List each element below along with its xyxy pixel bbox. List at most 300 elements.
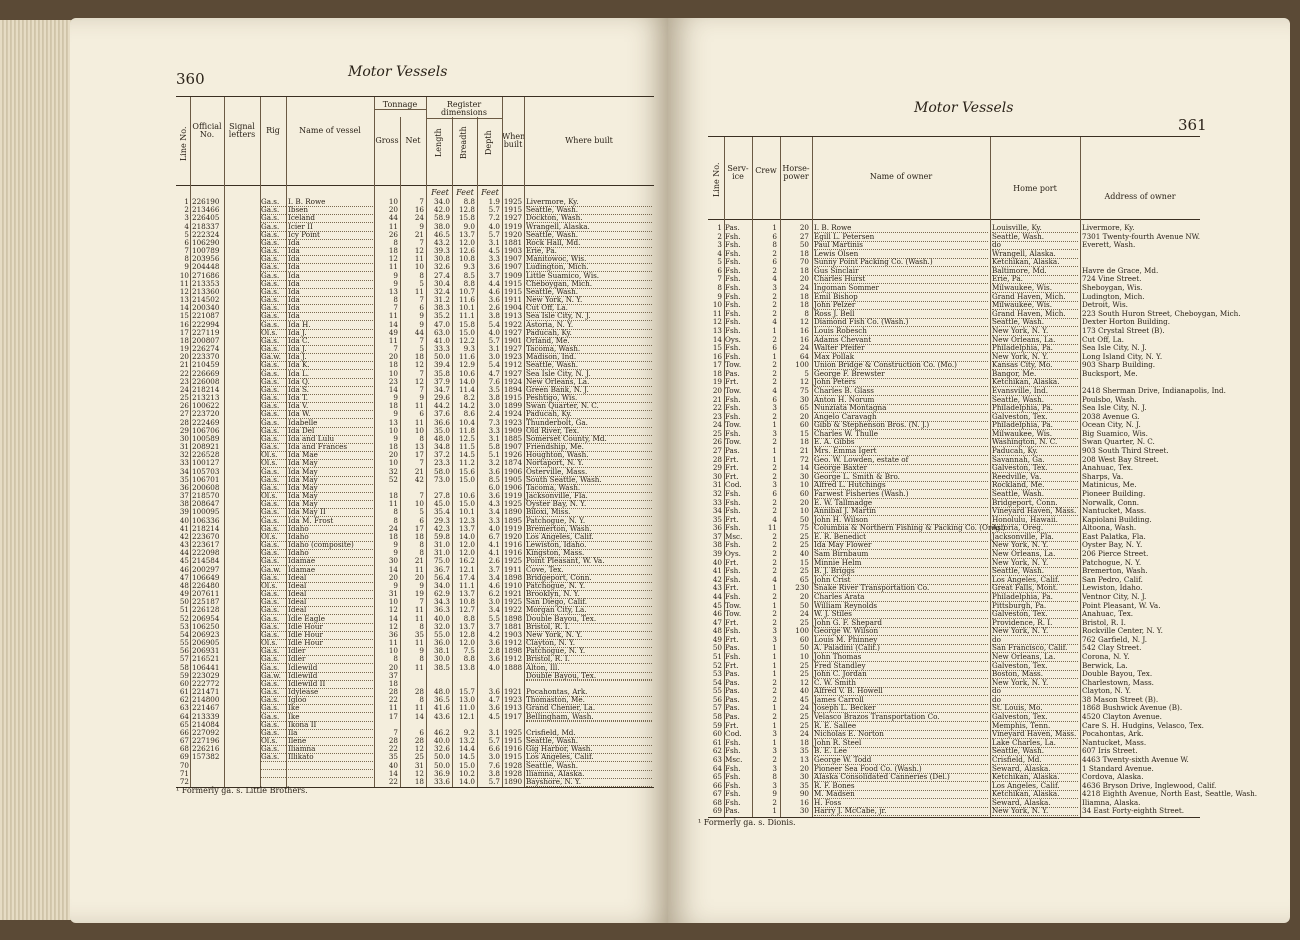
cell-horsepower: 25 <box>799 712 809 722</box>
cell-line-no: 50 <box>179 597 189 607</box>
cell-where-built: Seattle, Wash. <box>526 736 652 746</box>
cell-rig: Ga.s. <box>261 295 286 305</box>
cell-address: 173 Crystal Street (B). <box>1082 325 1165 335</box>
cell-vessel-name: Iliamna <box>288 744 373 754</box>
cell-line-no: 8 <box>184 254 189 264</box>
cell-service: Pas. <box>725 694 740 704</box>
cell-gross: 44 <box>388 213 398 223</box>
cell-where-built: Rock Hall, Md. <box>526 238 652 248</box>
cell-crew: 2 <box>772 497 777 507</box>
cell-horsepower: 75 <box>799 386 809 395</box>
cell-address: 4636 Bryson Drive, Inglewood, Calif. <box>1082 780 1217 790</box>
cell-depth: 4.0 <box>488 523 500 533</box>
cell-line-no: 39 <box>712 549 722 559</box>
cell-rig: Ga.s. <box>261 344 286 354</box>
cell-owner-name: Farwest Fisheries (Wash.) <box>814 489 988 499</box>
cell-crew: 2 <box>772 694 777 704</box>
cell-line-no: 49 <box>179 589 189 598</box>
cell-owner-name: Nicholas E. Norton <box>814 729 988 739</box>
cell-vessel-name: Ida <box>288 254 373 264</box>
cell-breadth: 11.1 <box>458 311 475 321</box>
cell-service: Fsh. <box>725 591 741 601</box>
cell-vessel-name: Ida M. Frost <box>288 516 373 526</box>
cell-official-no: 226216 <box>192 744 220 754</box>
cell-address: Corona, N. Y. <box>1082 651 1130 661</box>
cell-address: Clayton, N. Y. <box>1082 686 1132 696</box>
cell-when-built: 1917 <box>503 711 523 721</box>
cell-length: 34.0 <box>433 580 450 590</box>
cell-where-built: Grand Chenier, La. <box>526 703 652 713</box>
cell-service: Fsh. <box>725 574 741 584</box>
cell-official-no: 218570 <box>192 491 220 500</box>
cell-net: 28 <box>414 736 424 745</box>
cell-when-built: 1927 <box>503 368 523 378</box>
cell-service: Pas. <box>725 677 740 687</box>
cell-official-no: 100789 <box>192 246 220 255</box>
cell-service: Fsh. <box>725 265 741 275</box>
cell-line-no: 42 <box>179 531 189 541</box>
cell-home-port: Philadelphia, Pa. <box>992 420 1078 430</box>
cell-length: 43.6 <box>433 711 450 721</box>
cell-home-port: Evansville, Ind. <box>992 386 1078 396</box>
cell-line-no: 12 <box>179 286 189 296</box>
cell-when-built: 1916 <box>503 540 523 549</box>
cell-when-built: 1890 <box>503 776 523 786</box>
header-crew: Crew <box>755 166 777 175</box>
cell-service: Fsh. <box>725 763 741 773</box>
cell-rig: Ga.s. <box>261 728 286 738</box>
cell-owner-name: James Carroll <box>814 695 988 705</box>
cell-line-no: 47 <box>179 572 189 582</box>
cell-depth: 4.0 <box>488 662 500 672</box>
cell-gross: 10 <box>388 425 398 435</box>
cell-rig: Ga.s. <box>261 679 286 689</box>
cell-crew: 2 <box>772 591 777 601</box>
cell-gross: 20 <box>388 450 398 460</box>
cell-vessel-name: Idlewild <box>288 671 373 681</box>
table-row <box>176 777 654 786</box>
cell-owner-name: Paul Martinis <box>814 240 988 250</box>
cell-gross: 10 <box>388 646 398 656</box>
cell-rig: Ga.w. <box>261 352 286 362</box>
cell-length: 38.0 <box>433 221 450 231</box>
cell-official-no: 208921 <box>192 442 220 451</box>
cell-owner-name: Joseph L. Becker <box>814 703 988 713</box>
cell-horsepower: 50 <box>799 643 809 653</box>
cell-rig: Ga.s. <box>261 197 286 207</box>
cell-breadth: 11.4 <box>458 384 475 394</box>
cell-line-no: 38 <box>179 499 189 509</box>
cell-when-built: 1921 <box>503 589 523 598</box>
cell-breadth: 15.6 <box>458 466 475 476</box>
cell-gross: 14 <box>388 768 398 778</box>
cell-where-built: Nortaport, N. Y. <box>526 458 652 468</box>
cell-length: 31.0 <box>433 540 450 549</box>
cell-official-no: 106701 <box>192 474 220 484</box>
cell-home-port: do <box>992 240 1078 250</box>
cell-crew: 1 <box>772 223 777 232</box>
cell-net: 6 <box>419 727 424 737</box>
cell-line-no: 29 <box>179 425 189 435</box>
cell-when-built: 1911 <box>503 564 523 574</box>
cell-crew: 1 <box>772 703 777 713</box>
cell-depth: 3.4 <box>488 572 500 582</box>
header-home-port: Home port <box>1013 184 1057 193</box>
cell-length: 73.0 <box>433 474 450 484</box>
cell-horsepower: 60 <box>799 634 809 644</box>
cell-crew: 2 <box>772 712 777 722</box>
cell-crew: 1 <box>772 737 777 747</box>
header-name-of-owner: Name of owner <box>869 172 933 181</box>
cell-breadth: 14.0 <box>458 776 475 786</box>
cell-net: 13 <box>414 442 424 451</box>
cell-line-no: 10 <box>179 270 189 280</box>
cell-where-built: Somerset County, Md. <box>526 434 652 444</box>
cell-owner-name: Emil Bishop <box>814 292 988 302</box>
cell-line-no: 34 <box>179 466 189 476</box>
cell-line-no: 48 <box>179 580 189 590</box>
table-header <box>708 137 1200 220</box>
cell-net: 12 <box>414 768 424 778</box>
cell-depth: 7.6 <box>488 760 500 770</box>
cell-breadth: 11.8 <box>458 425 475 435</box>
cell-breadth: 8.8 <box>463 197 475 206</box>
cell-length: 32.4 <box>433 286 450 296</box>
cell-when-built: 1909 <box>503 270 523 280</box>
cell-breadth: 9.3 <box>463 262 475 272</box>
cell-where-built: Jacksonville, Fla. <box>526 491 652 501</box>
cell-owner-name: W. J. Stiles <box>814 609 988 619</box>
cell-line-no: 1 <box>717 223 722 232</box>
cell-service: Fsh. <box>725 248 741 258</box>
cell-line-no: 39 <box>179 507 189 517</box>
cell-where-built: Double Bayou, Tex. <box>526 671 652 681</box>
cell-line-no: 66 <box>712 780 722 790</box>
cell-vessel-name: Ida Del <box>288 426 373 436</box>
cell-owner-name: Harry J. McCabe, jr. <box>814 806 988 816</box>
cell-length: 63.0 <box>433 327 450 337</box>
cell-net: 5 <box>419 344 424 353</box>
cell-breadth: 13.0 <box>458 695 475 705</box>
cell-length: 35.8 <box>433 368 450 378</box>
cell-length: 35.0 <box>433 425 450 435</box>
cell-rig: Ga.s. <box>261 238 286 248</box>
cell-owner-name: E. W. Tallmadge <box>814 498 988 508</box>
cell-official-no: 206954 <box>192 613 220 623</box>
cell-depth: 2.6 <box>488 303 500 313</box>
cell-horsepower: 72 <box>799 454 809 464</box>
cell-vessel-name: Idler <box>288 646 373 656</box>
cell-rig: Ol.s. <box>261 532 286 542</box>
cell-service: Frt. <box>725 377 739 387</box>
cell-official-no: 100589 <box>192 433 220 443</box>
cell-line-no: 70 <box>179 760 189 770</box>
cell-rig: Ga.w. <box>261 565 286 575</box>
cell-depth: 4.7 <box>488 695 500 705</box>
cell-vessel-name: Ida <box>288 311 373 321</box>
cell-depth: 3.4 <box>488 605 500 615</box>
cell-service: Fsh. <box>725 300 741 310</box>
cell-line-no: 52 <box>179 613 189 623</box>
cell-service: Frt. <box>725 617 739 627</box>
cell-line-no: 16 <box>712 351 722 361</box>
cell-service: Pas. <box>725 712 740 722</box>
cell-rig: Ga.s. <box>261 589 286 599</box>
cell-service: Cod. <box>725 480 742 490</box>
cell-breadth: 8.8 <box>463 654 475 664</box>
cell-crew: 3 <box>772 763 777 773</box>
cell-address: East Palatka, Fla. <box>1082 531 1146 541</box>
cell-home-port: Vineyard Haven, Mass. <box>992 506 1077 516</box>
cell-line-no: 53 <box>712 669 722 679</box>
cell-official-no: 226008 <box>192 376 220 386</box>
cell-owner-name: Mrs. Emma Igert <box>814 446 988 456</box>
cell-crew: 4 <box>772 274 777 284</box>
cell-breadth: 12.0 <box>458 237 475 247</box>
cell-net: 11 <box>414 564 424 574</box>
cell-address: 542 Clay Street. <box>1082 643 1142 653</box>
cell-horsepower: 45 <box>799 694 809 704</box>
cell-vessel-name: Ike <box>288 703 373 713</box>
cell-owner-name: C. W. Smith <box>814 678 988 688</box>
cell-crew: 1 <box>772 446 777 456</box>
cell-official-no: 100095 <box>192 507 220 517</box>
cell-address: 724 Vine Street. <box>1082 274 1142 284</box>
cell-net: 28 <box>414 687 424 696</box>
cell-line-no: 53 <box>179 621 189 631</box>
cell-breadth: 12.7 <box>458 605 475 615</box>
cell-length: 58.9 <box>433 213 450 223</box>
cell-service: Fsh. <box>725 488 741 498</box>
cell-address: Iliamna, Alaska. <box>1082 797 1141 807</box>
cell-line-no: 13 <box>179 295 189 304</box>
cell-owner-name: Gibb & Stephenson Bros. (N. J.) <box>814 420 988 430</box>
cell-crew: 2 <box>772 334 777 344</box>
cell-rig: Ga.s. <box>261 720 286 730</box>
cell-crew: 4 <box>772 317 777 327</box>
cell-official-no: 222994 <box>192 319 220 329</box>
cell-line-no: 68 <box>179 744 189 754</box>
cell-where-built: Brooklyn, N. Y. <box>526 589 652 599</box>
cell-address: 206 Pierce Street. <box>1082 549 1149 559</box>
cell-rig: Ga.s. <box>261 311 286 321</box>
cell-owner-name: John Pelzer <box>814 300 988 310</box>
cell-where-built: Biloxi, Miss. <box>526 507 652 517</box>
cell-crew: 1 <box>772 600 777 610</box>
cell-service: Msc. <box>725 754 743 764</box>
cell-crew: 1 <box>772 420 777 430</box>
cell-where-built: Paducah, Ky. <box>526 328 652 338</box>
cell-net: 8 <box>419 621 424 631</box>
cell-breadth: 15.0 <box>458 499 475 509</box>
cell-vessel-name: Idlewild <box>288 663 373 673</box>
cell-breadth: 15.0 <box>458 327 475 337</box>
cell-service: Frt. <box>725 557 739 567</box>
cell-official-no: 106441 <box>192 662 220 672</box>
cell-when-built: 1923 <box>503 352 523 362</box>
cell-where-built: New York, N. Y. <box>526 295 652 305</box>
cell-vessel-name: Ida V. <box>288 401 373 411</box>
cell-where-built: Point Pleasant, W. Va. <box>526 556 652 566</box>
cell-length: 36.3 <box>433 605 450 615</box>
cell-home-port: New Orleans, La. <box>992 549 1078 559</box>
cell-line-no: 55 <box>712 686 722 696</box>
cell-net: 7 <box>419 197 424 206</box>
cell-line-no: 43 <box>712 583 722 593</box>
cell-home-port: Philadelphia, Pa. <box>992 343 1078 353</box>
cell-home-port: Seattle, Wash. <box>992 232 1078 242</box>
cell-home-port: Honolulu, Hawaii. <box>992 515 1078 525</box>
cell-home-port: Galveston, Tex. <box>992 609 1078 619</box>
cell-line-no: 2 <box>184 205 189 215</box>
cell-rig: Ga.s. <box>261 499 286 509</box>
cell-breadth: 13.7 <box>458 523 475 533</box>
cell-when-built: 1911 <box>503 295 523 304</box>
cell-official-no: 223370 <box>192 352 220 362</box>
cell-owner-name: John Peters <box>814 377 988 387</box>
cell-owner-name: A. Paladini (Calif.) <box>814 643 988 653</box>
cell-depth: 5.1 <box>488 450 500 460</box>
cell-horsepower: 10 <box>799 651 809 661</box>
cell-gross: 36 <box>388 629 398 639</box>
cell-line-no: 26 <box>712 437 722 447</box>
cell-horsepower: 70 <box>799 257 809 267</box>
cell-address: Rockville Center, N. Y. <box>1082 626 1163 636</box>
cell-rig: Ga.s. <box>261 516 286 526</box>
cell-where-built: Friendship, Me. <box>526 442 652 452</box>
cell-horsepower: 21 <box>799 446 809 456</box>
cell-where-built: Madison, Ind. <box>526 352 652 362</box>
cell-owner-name: John C. Jordan <box>814 669 988 679</box>
cell-crew: 3 <box>772 428 777 438</box>
cell-horsepower: 25 <box>799 540 809 550</box>
cell-net: 8 <box>419 540 424 549</box>
cell-owner-name: Sunny Point Packing Co. (Wash.) <box>814 257 988 267</box>
cell-home-port: Philadelphia, Pa. <box>992 403 1078 413</box>
cell-vessel-name: Ida K. <box>288 360 373 370</box>
cell-depth: 4.5 <box>488 711 500 721</box>
cell-rig: Ga.s. <box>261 614 286 624</box>
cell-home-port: Galveston, Tex. <box>992 412 1078 422</box>
cell-address: Bristol, R. I. <box>1082 617 1126 627</box>
cell-home-port: Erie, Pa. <box>992 274 1078 284</box>
cell-horsepower: 25 <box>799 669 809 679</box>
cell-vessel-name: Ida Q. <box>288 377 373 387</box>
cell-crew: 11 <box>767 523 777 533</box>
cell-owner-name: George Baxter <box>814 463 988 473</box>
cell-address: 903 Sharp Building. <box>1082 360 1156 370</box>
cell-when-built: 1916 <box>503 548 523 558</box>
cell-home-port: Milwaukee, Wis. <box>992 429 1078 439</box>
cell-vessel-name <box>288 777 373 778</box>
cell-vessel-name <box>288 769 373 770</box>
cell-crew: 2 <box>772 463 777 473</box>
cell-where-built: Green Bank, N. J. <box>526 385 652 395</box>
cell-where-built: Patchogue, N. Y. <box>526 581 652 591</box>
cell-line-no: 1 <box>184 197 189 206</box>
cell-gross: 9 <box>393 580 398 590</box>
cell-length: 33.6 <box>433 776 450 786</box>
cell-horsepower: 64 <box>799 351 809 361</box>
cell-line-no: 15 <box>179 311 189 321</box>
header-length: Length <box>434 128 443 157</box>
cell-net: 7 <box>419 491 424 500</box>
cell-breadth: 12.2 <box>458 335 475 345</box>
cell-home-port: Rockland, Me. <box>992 480 1078 490</box>
cell-address: 4218 Eighth Avenue, North East, Seattle, Wash. <box>1082 789 1257 799</box>
cell-official-no: 214800 <box>192 695 220 705</box>
cell-rig: Ga.s. <box>261 271 286 281</box>
cell-service: Msc. <box>725 531 743 541</box>
cell-horsepower: 16 <box>799 325 809 335</box>
cell-when-built: 1925 <box>503 556 523 566</box>
cell-depth: 6.7 <box>488 531 500 541</box>
cell-address: Dexter Horton Building. <box>1082 317 1171 327</box>
cell-breadth: 12.3 <box>458 515 475 525</box>
cell-service: Tow. <box>725 437 742 447</box>
unit-feet: Feet <box>431 188 449 197</box>
cell-rig: Ga.s. <box>261 744 286 754</box>
cell-when-built: 1906 <box>503 466 523 476</box>
cell-length: 32.6 <box>433 262 450 272</box>
cell-when-built: 1916 <box>503 744 523 754</box>
cell-line-no: 35 <box>179 474 189 484</box>
cell-length: 30.8 <box>433 254 450 264</box>
cell-breadth: 12.8 <box>458 205 475 215</box>
cell-crew: 2 <box>772 437 777 447</box>
cell-when-built: 1923 <box>503 417 523 427</box>
cell-length: 48.0 <box>433 687 450 696</box>
cell-owner-name: Gus Sinclair <box>814 266 988 276</box>
cell-gross: 10 <box>388 597 398 607</box>
cell-vessel-name: Ida and Frances <box>288 442 373 452</box>
cell-depth: 5.7 <box>488 776 500 786</box>
cell-depth: 4.7 <box>488 368 500 378</box>
cell-length: 29.6 <box>433 393 450 402</box>
cell-horsepower: 24 <box>799 609 809 619</box>
cell-horsepower: 100 <box>795 626 809 636</box>
cell-gross: 7 <box>393 344 398 353</box>
cell-address: Cordova, Alaska. <box>1082 772 1144 782</box>
cell-home-port: Ketchikan, Alaska. <box>992 772 1078 782</box>
cell-depth: 6.6 <box>488 744 500 754</box>
cell-owner-name: John Thomas <box>814 652 988 662</box>
cell-breadth: 9.2 <box>463 727 475 737</box>
cell-line-no: 54 <box>179 629 189 639</box>
cell-breadth: 12.1 <box>458 564 475 574</box>
cell-home-port: Paducah, Ky. <box>992 446 1078 456</box>
cell-official-no: 206923 <box>192 629 220 639</box>
cell-net: 12 <box>414 246 424 255</box>
cell-gross: 14 <box>388 319 398 329</box>
cell-net: 6 <box>419 409 424 419</box>
cell-length: 35.4 <box>433 507 450 517</box>
cell-service: Fsh. <box>725 283 741 293</box>
cell-line-no: 22 <box>712 403 722 413</box>
cell-service: Fsh. <box>725 428 741 438</box>
cell-address: Havre de Grace, Md. <box>1082 265 1159 275</box>
cell-length: 30.0 <box>433 654 450 664</box>
cell-net: 7 <box>419 237 424 247</box>
cell-address: 2038 Avenue G. <box>1082 411 1140 421</box>
cell-official-no: 200807 <box>192 335 220 345</box>
cell-home-port: do <box>992 686 1078 696</box>
cell-owner-name: Louis Robesch <box>814 326 988 336</box>
cell-owner-name: Anton H. Norum <box>814 395 988 405</box>
cell-where-built: Manitowoc, Wis. <box>526 254 652 264</box>
cell-gross: 22 <box>388 744 398 754</box>
cell-service: Tow. <box>725 360 742 370</box>
